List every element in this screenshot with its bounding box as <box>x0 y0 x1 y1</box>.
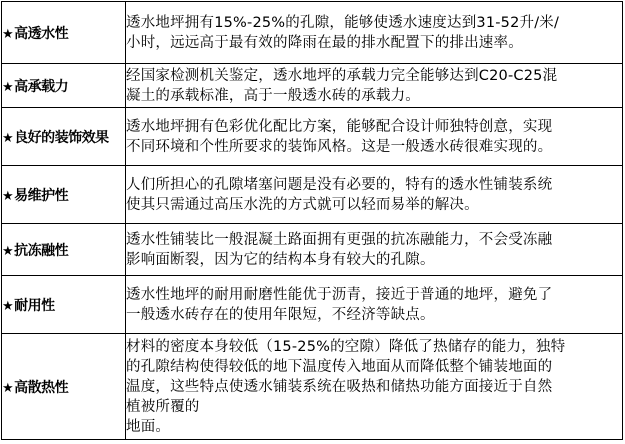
feature-name-cell <box>2 108 126 166</box>
table-row <box>2 334 623 440</box>
star-icon: ★ <box>2 380 14 396</box>
feature-description <box>126 108 623 166</box>
feature-description <box>126 64 623 108</box>
table-row <box>2 224 623 276</box>
star-icon: ★ <box>2 79 14 95</box>
feature-name: 易维护性 <box>14 187 69 204</box>
description-line: 凝土的承载标准，高于一般透水砖的承载力。 <box>126 87 420 104</box>
feature-name-cell <box>2 276 126 334</box>
table-row <box>2 64 623 108</box>
feature-name: 高散热性 <box>14 379 69 396</box>
feature-name: 耐用性 <box>14 297 55 314</box>
description-line: 透水性地坪的耐用耐磨性能优于沥青，接近于普通的地坪，避免了 <box>126 286 553 303</box>
feature-description <box>126 166 623 224</box>
description-line: 的孔隙结构使得较低的地下温度传入地面从而降低整个铺装地面的 <box>126 358 553 375</box>
description-line: 温度，这些特点使透水铺装系统在吸热和储热功能方面接近于自然 <box>126 378 553 395</box>
description-line: 经国家检测机关鉴定，透水地坪的承载力完全能够达到C20-C25混 <box>126 67 558 84</box>
description-line: 透水地坪拥有色彩优化配比方案，能够配合设计师独特创意，实现 <box>126 118 553 135</box>
description-line: 使其只需通过高压水洗的方式就可以轻而易举的解决。 <box>126 196 479 213</box>
feature-name-cell <box>2 224 126 276</box>
table-row <box>2 166 623 224</box>
description-line: 不同环境和个性所要求的装饰风格。这是一般透水砖很难实现的。 <box>126 138 553 155</box>
feature-name-cell <box>2 2 126 64</box>
description-line: 影响面断裂，因为它的结构本身有较大的孔隙。 <box>126 251 435 268</box>
feature-description <box>126 334 623 440</box>
star-icon: ★ <box>2 26 14 42</box>
table-row <box>2 276 623 334</box>
feature-description <box>126 2 623 64</box>
description-line: 透水性铺装比一般混凝土路面拥有更强的抗冻融能力，不会受冻融 <box>126 231 553 248</box>
description-line: 植被所覆的 <box>126 398 200 415</box>
description-line: 小时，远远高于最有效的降雨在最的排水配置下的排出速率。 <box>126 34 523 51</box>
description-line: 材料的密度本身较低（15-25%的空隙）降低了热储存的能力，独特 <box>126 338 566 355</box>
features-table <box>1 1 623 440</box>
table-row <box>2 2 623 64</box>
feature-description <box>126 224 623 276</box>
star-icon: ★ <box>2 243 14 259</box>
feature-name-cell <box>2 166 126 224</box>
description-line: 透水地坪拥有15%-25%的孔隙，能够使透水速度达到31-52升/米/ <box>126 14 560 31</box>
description-line: 一般透水砖存在的使用年限短，不经济等缺点。 <box>126 306 435 323</box>
feature-description <box>126 276 623 334</box>
description-line: 地面。 <box>126 418 171 435</box>
feature-name: 抗冻融性 <box>14 242 69 259</box>
feature-name: 高承载力 <box>14 78 69 95</box>
star-icon: ★ <box>2 130 14 146</box>
feature-name-cell <box>2 64 126 108</box>
description-line: 人们所担心的孔隙堵塞问题是没有必要的，特有的透水性铺装系统 <box>126 176 553 193</box>
table-row <box>2 108 623 166</box>
star-icon: ★ <box>2 188 14 204</box>
feature-name-cell <box>2 334 126 440</box>
feature-name: 高透水性 <box>14 25 69 42</box>
feature-name: 良好的装饰效果 <box>14 129 109 146</box>
star-icon: ★ <box>2 298 14 314</box>
